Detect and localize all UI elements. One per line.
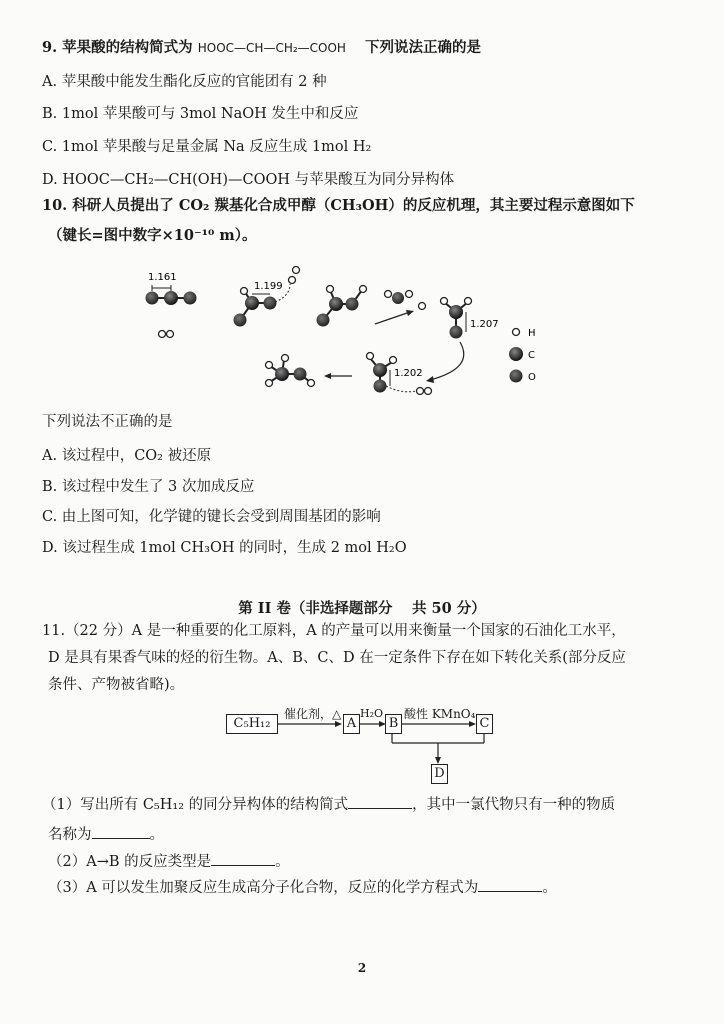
bond-length-3: 1.207 bbox=[470, 319, 499, 330]
answer-blank-4[interactable] bbox=[478, 876, 542, 892]
methanol-molecule bbox=[266, 355, 315, 387]
answer-blank-1[interactable] bbox=[348, 793, 412, 809]
reaction-mechanism-diagram bbox=[130, 258, 570, 408]
q9-option-a: A. 苹果酸中能发生酯化反应的官能团有 2 种 bbox=[42, 74, 327, 90]
q10-option-d: D. 该过程生成 1mol CH₃OH 的同时，生成 2 mol H₂O bbox=[42, 540, 407, 556]
flow-box-c5h12: C₅H₁₂ bbox=[226, 714, 278, 734]
legend-c: C bbox=[528, 350, 535, 361]
legend-o: O bbox=[528, 372, 536, 383]
water-molecule-1 bbox=[385, 291, 426, 310]
q10-option-a: A. 该过程中，CO₂ 被还原 bbox=[42, 448, 212, 464]
q9-stem-text: 9. 苹果酸的结构简式为 bbox=[42, 39, 193, 56]
q11-stem-line1: 11.（22 分）A 是一种重要的化工原料，A 的产量可以用来衡量一个国家的石油化工水平， bbox=[42, 623, 626, 639]
q11-sub1-line2 bbox=[48, 823, 164, 845]
q9-option-b: B. 1mol 苹果酸可与 3mol NaOH 发生中和反应 bbox=[42, 106, 359, 122]
bond-length-2: 1.199 bbox=[254, 281, 283, 292]
q11-sub3 bbox=[48, 876, 557, 898]
flow-box-c: C bbox=[476, 714, 493, 734]
legend-h: H bbox=[528, 328, 536, 339]
answer-blank-2[interactable] bbox=[92, 823, 150, 839]
q11-sub1-text-b: ，其中一氯代物只有一种的物质 bbox=[412, 797, 616, 813]
q11-sub3-text: （3）A 可以发生加聚反应生成高分子化合物，反应的化学方程式为 bbox=[48, 880, 479, 896]
intermediate-2 bbox=[317, 286, 367, 327]
intermediate-4 bbox=[367, 353, 432, 395]
flow-box-b: B bbox=[385, 714, 402, 734]
q11-sub2 bbox=[48, 850, 290, 872]
q11-sub1-line1 bbox=[42, 793, 615, 815]
q9-formula: HOOC—CH—CH₂—COOH bbox=[197, 41, 346, 55]
q9-stem bbox=[42, 38, 481, 58]
flow-box-a: A bbox=[343, 714, 360, 734]
flow-condition-kmno4: 酸性 KMnO₄ bbox=[404, 707, 476, 721]
q10-stem-line2: （键长=图中数字×10⁻¹⁰ m）。 bbox=[48, 227, 257, 244]
page-number: 2 bbox=[357, 961, 367, 975]
atom-legend bbox=[509, 328, 536, 383]
intermediate-1 bbox=[234, 267, 300, 327]
q11-stem-line3: 条件、产物被省略)。 bbox=[48, 677, 185, 693]
intermediate-3 bbox=[441, 298, 499, 339]
flow-condition-catalyst: 催化剂，△ bbox=[284, 707, 342, 721]
section-2-title: 第 II 卷（非选择题部分 共 50 分） bbox=[238, 600, 486, 617]
flow-box-d: D bbox=[431, 764, 448, 784]
q11-sub1-end: 。 bbox=[149, 827, 164, 843]
q11-sub2-text: （2）A→B 的反应类型是 bbox=[48, 854, 212, 870]
q11-sub3-end: 。 bbox=[542, 880, 557, 896]
q9-option-d: D. HOOC—CH₂—CH(OH)—COOH 与苹果酸互为同分异构体 bbox=[42, 172, 455, 188]
q11-sub1-text-c: 名称为 bbox=[48, 827, 92, 843]
q10-option-c: C. 由上图可知，化学键的键长会受到周围基团的影响 bbox=[42, 509, 381, 525]
q11-sub2-end: 。 bbox=[275, 854, 290, 870]
q10-prompt: 下列说法不正确的是 bbox=[42, 414, 173, 430]
q10-option-b: B. 该过程中发生了 3 次加成反应 bbox=[42, 479, 255, 495]
q10-stem-line1: 10. 科研人员提出了 CO₂ 羰基化合成甲醇（CH₃OH）的反应机理，其主要过程示意图如下 bbox=[42, 197, 635, 214]
h2-molecule bbox=[159, 331, 174, 338]
flow-condition-water: H₂O bbox=[360, 707, 384, 720]
answer-blank-3[interactable] bbox=[211, 850, 275, 866]
q9-stem-question: 下列说法正确的是 bbox=[365, 39, 482, 56]
q11-sub1-text-a: （1）写出所有 C₅H₁₂ 的同分异构体的结构简式 bbox=[42, 797, 349, 813]
bond-length-1: 1.161 bbox=[148, 272, 177, 283]
q11-stem-line2: D 是具有果香气味的烃的衍生物。A、B、C、D 在一定条件下存在如下转化关系(部分反应 bbox=[48, 650, 626, 666]
bond-length-4: 1.202 bbox=[394, 368, 423, 379]
q9-option-c: C. 1mol 苹果酸与足量金属 Na 反应生成 1mol H₂ bbox=[42, 139, 372, 155]
co2-molecule bbox=[146, 272, 197, 305]
